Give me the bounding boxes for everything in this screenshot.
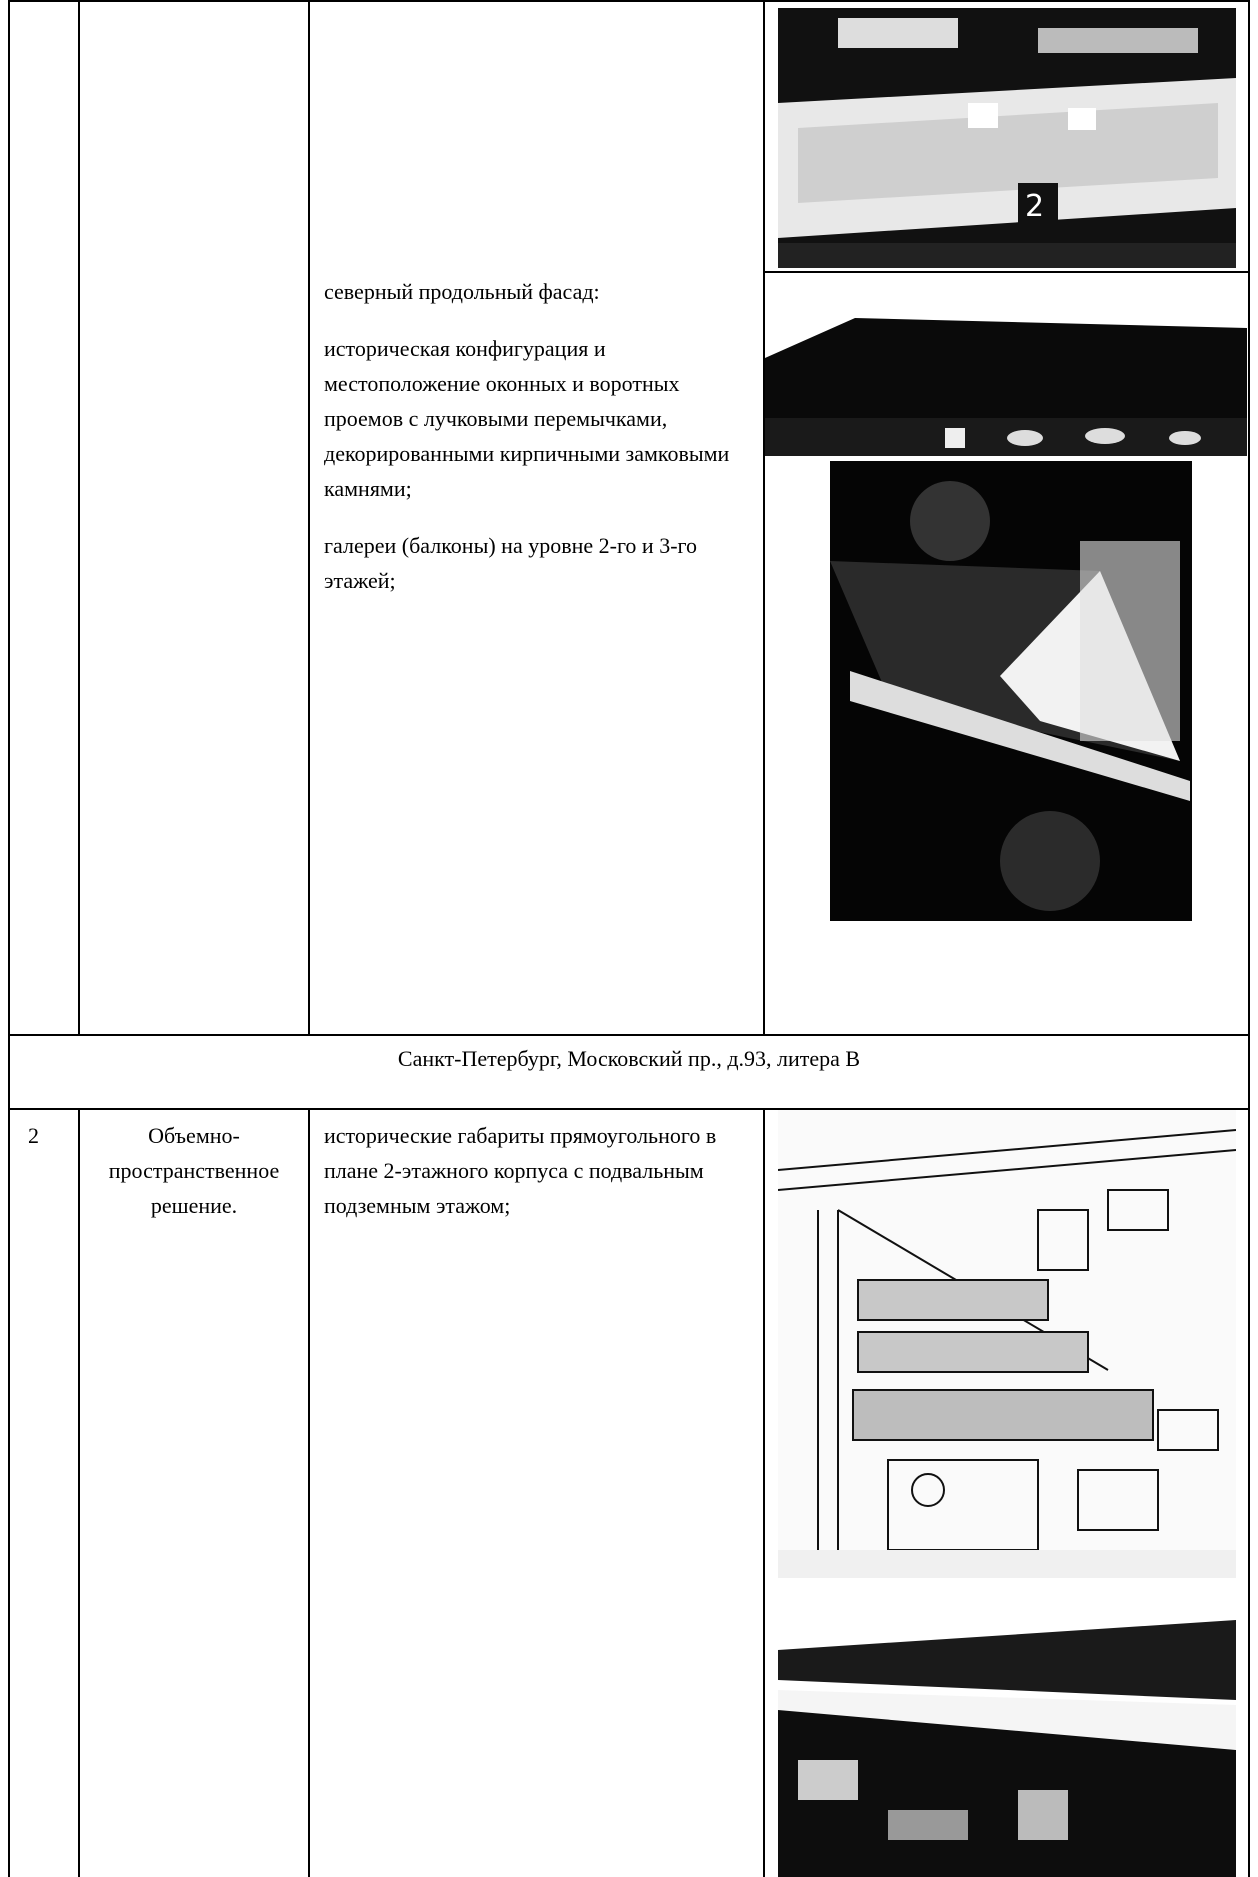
address-caption: Санкт-Петербург, Московский пр., д.93, литера В (397, 1046, 861, 1071)
row1-para-3: галереи (балконы) на уровне 2-го и 3-го этажей; (324, 533, 698, 593)
col-divider-1-lower (78, 1108, 80, 1877)
building-roof-aerial-photo (778, 1610, 1236, 1877)
col-divider-2-lower (308, 1108, 310, 1877)
row1-para-2: историческая конфигурация и местоположение оконных и воротных проемов с лучковыми перемычками, декорированными кирпичными замковыми камнями; (324, 336, 730, 501)
table-border-right (1248, 0, 1250, 1877)
row1-para-1: северный продольный фасад: (324, 279, 600, 304)
col-divider-3-lower (763, 1108, 765, 1877)
row2-description: исторические габариты прямоугольного в плане 2-этажного корпуса с подвальным подземным этажом; (324, 1123, 717, 1218)
building-aerial-oblique-photo (830, 461, 1192, 921)
row1-description (324, 274, 754, 620)
building-facade-photo (765, 288, 1247, 456)
table-border-top (8, 0, 1250, 2)
row-number: 2 (28, 1123, 39, 1148)
svg-text:2: 2 (1025, 189, 1045, 224)
table-border-left (8, 0, 10, 1877)
aerial-photo-courtyard (778, 8, 1236, 268)
photo-divider-row1 (763, 271, 1250, 273)
col-divider-1-upper (78, 0, 80, 1034)
col-divider-3-upper (763, 0, 765, 1034)
col-divider-2-upper (308, 0, 310, 1034)
row-separator-top (8, 1034, 1250, 1036)
element-name: Объемно-пространственное решение. (108, 1123, 280, 1218)
site-plan-map (778, 1110, 1236, 1578)
